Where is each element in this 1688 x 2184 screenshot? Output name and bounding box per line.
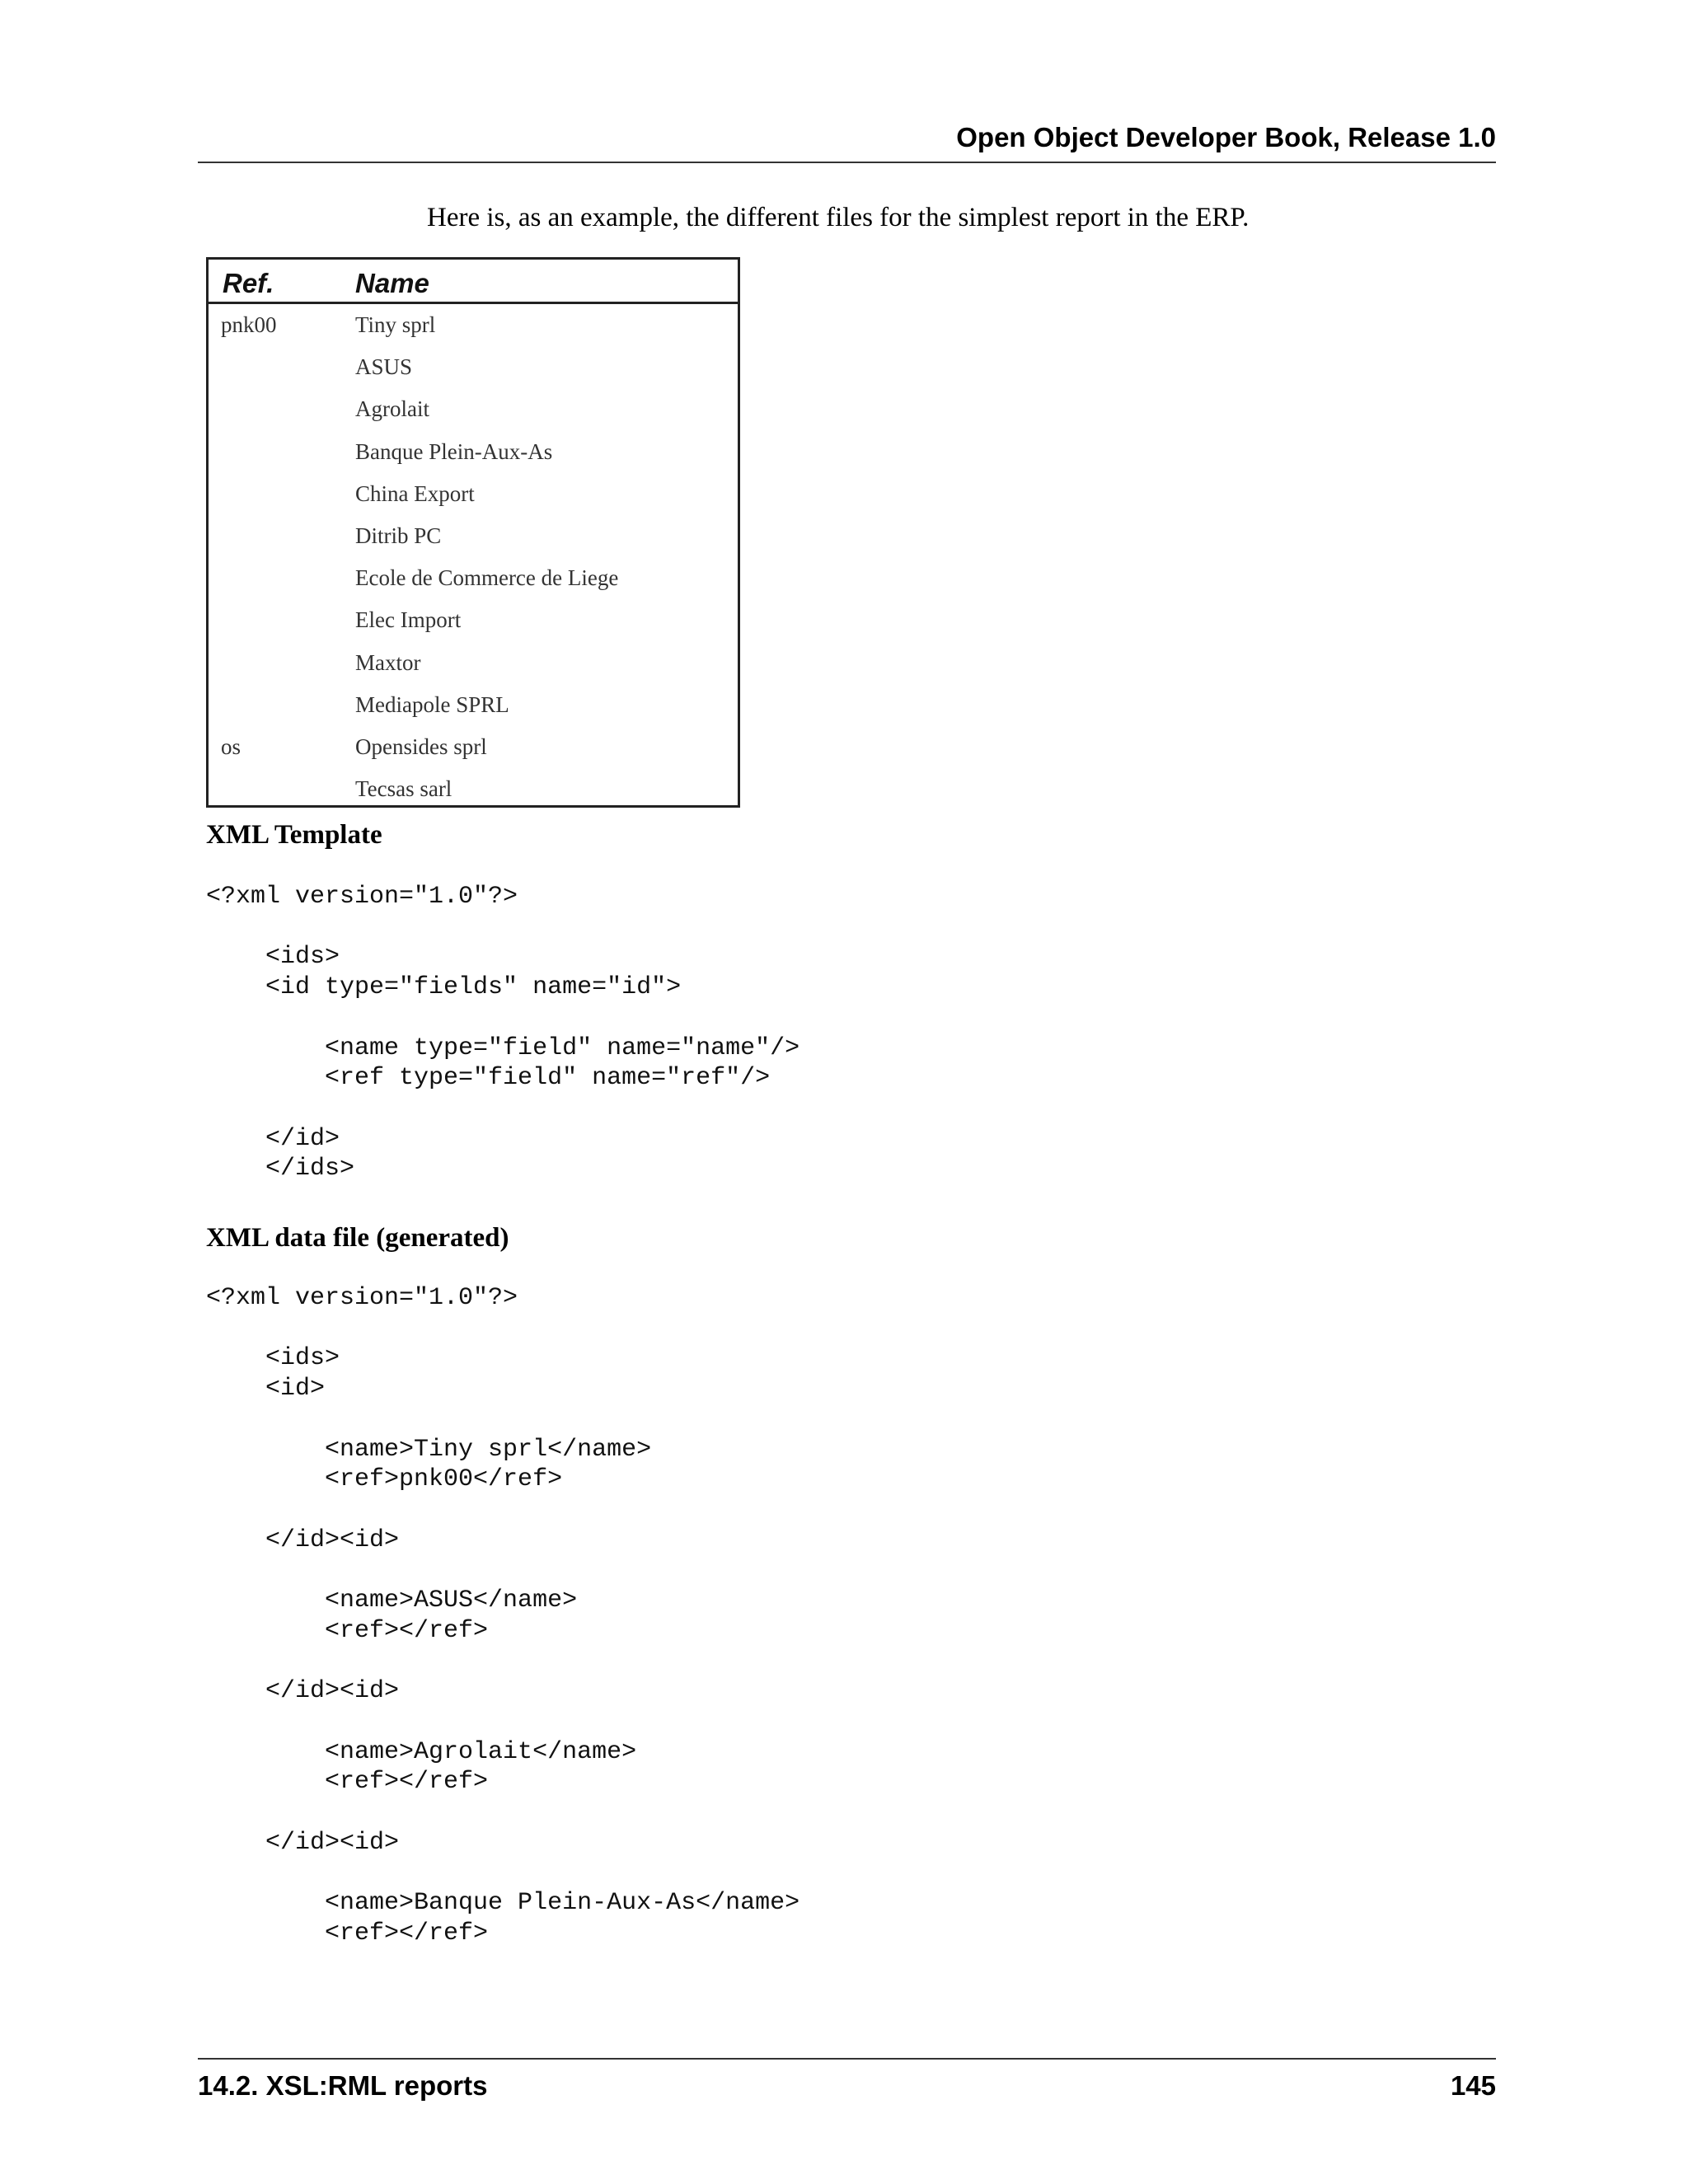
footer-rule — [198, 2058, 1496, 2060]
cell-name: Tecsas sarl — [355, 776, 452, 802]
report-table — [206, 257, 740, 808]
table-row — [209, 475, 738, 517]
table-row — [209, 686, 738, 728]
table-row — [209, 348, 738, 390]
cell-name: Tiny sprl — [355, 312, 436, 337]
table-row — [209, 306, 738, 348]
table-row — [209, 770, 738, 812]
cell-ref: os — [221, 734, 241, 759]
cell-name: Elec Import — [355, 607, 462, 633]
page-number: 145 — [1450, 2070, 1496, 2101]
xml-data-heading: XML data file (generated) — [206, 1223, 509, 1253]
column-header-name: Name — [355, 268, 429, 298]
table-row — [209, 390, 738, 432]
header-rule — [198, 162, 1496, 163]
xml-template-heading: XML Template — [206, 820, 382, 850]
table-row — [209, 601, 738, 643]
cell-name: Mediapole SPRL — [355, 691, 509, 717]
cell-name: China Export — [355, 480, 475, 506]
column-header-ref: Ref. — [223, 268, 274, 298]
table-header-rule — [209, 302, 738, 304]
cell-name: Ditrib PC — [355, 523, 442, 548]
table-row — [209, 433, 738, 475]
cell-name: Agrolait — [355, 396, 429, 422]
cell-name: Ecole de Commerce de Liege — [355, 565, 619, 591]
table-row — [209, 559, 738, 601]
footer-section-title: 14.2. XSL:RML reports — [198, 2070, 488, 2101]
xml-data-code: <?xml version="1.0"?> <ids> <id> <name>Tiny sprl</name> <ref>pnk00</ref> </id><id> <name>ASUS</name> <ref></ref> </id><id> <name>Agrolait</name> <ref></ref> </id><id> <name>Banque Plein-Aux-As</name> <ref></ref> — [206, 1284, 800, 1947]
cell-ref: pnk00 — [221, 312, 277, 337]
table-row — [209, 517, 738, 559]
book-title: Open Object Developer Book, Release 1.0 — [956, 122, 1496, 152]
table-row — [209, 728, 738, 770]
intro-paragraph: Here is, as an example, the different files for the simplest report in the ERP. — [427, 203, 1250, 232]
cell-name: Opensides sprl — [355, 734, 487, 759]
cell-name: ASUS — [355, 354, 413, 380]
cell-name: Banque Plein-Aux-As — [355, 438, 553, 464]
cell-name: Maxtor — [355, 649, 421, 675]
table-row — [209, 644, 738, 686]
xml-template-code: <?xml version="1.0"?> <ids> <id type="fields" name="id"> <name type="field" name="name"/> <ref type="field" name="ref"/> </id> </ids> — [206, 883, 800, 1183]
